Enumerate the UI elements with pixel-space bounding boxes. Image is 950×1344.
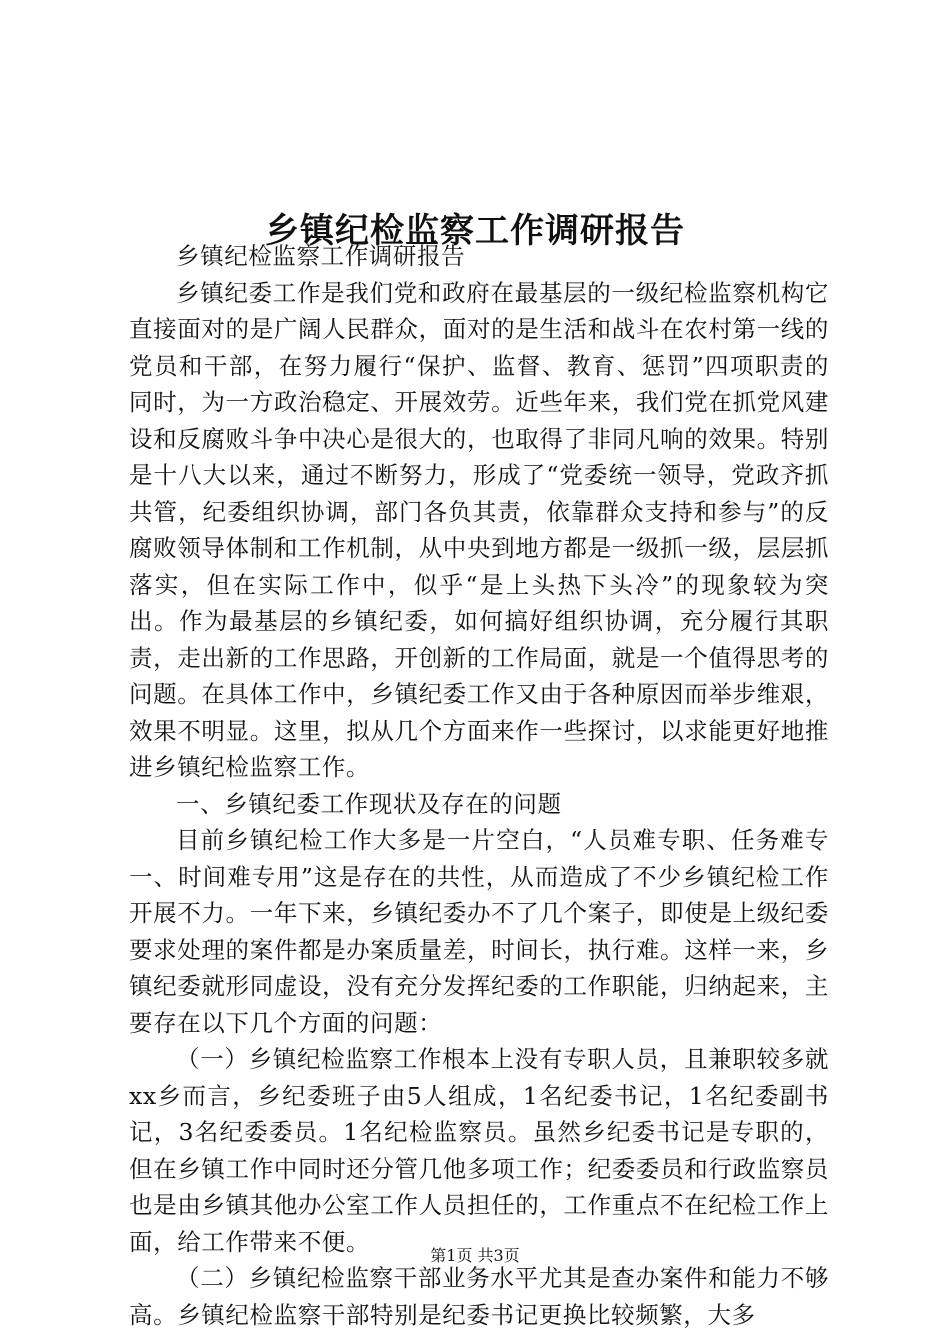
paragraph-issue-2: （二）乡镇纪检监察干部业务水平尤其是查办案件和能力不够高。乡镇纪检监察干部特别是纪委书记更换比较频繁，大多 [129, 1264, 829, 1329]
page-number: 第1页 共3页 [430, 1246, 520, 1265]
paragraph-intro: 乡镇纪委工作是我们党和政府在最基层的一级纪检监察机构它直接面对的是广阔人民群众，面对的是生活和战斗在农村第一线的党员和干部，在努力履行“保护、监督、教育、惩罚”四项职责的同时，为一方政治稳定、开展效劳。近些年来，我们党在抓党风建设和反腐败斗争中决心是很大的，也取得了非同凡响的效果。特别是十八大以来，通过不断努力，形成了“党委统一领导，党政齐抓共管，纪委组织协调，部门各负其责，依靠群众支持和参与”的反腐败领导体制和工作机制，从中央到地方都是一级抓一级，层层抓落实，但在实际工作中，似乎“是上头热下头冷”的现象较为突出。作为最基层的乡镇纪委，如何搞好组织协调，充分履行其职责，走出新的工作思路，开创新的工作局面，就是一个值得思考的问题。在具体工作中，乡镇纪委工作又由于各种原因而举步维艰，效果不明显。这里，拟从几个方面来作一些探讨，以求能更好地推进乡镇纪检监察工作。 [129, 278, 829, 781]
paragraph-status: 目前乡镇纪检工作大多是一片空白，“人员难专职、任务难专一、时间难专用”这是存在的共性，从而造成了不少乡镇纪检工作开展不力。一年下来，乡镇纪委办不了几个案子，即使是上级纪委要求处理的案件都是办案质量差，时间长，执行难。这样一来，乡镇纪委就形同虚设，没有充分发挥纪委的工作职能，归纳起来，主要存在以下几个方面的问题： [129, 826, 829, 1037]
document-body [129, 238, 829, 1333]
section-heading-1: 一、乡镇纪委工作现状及存在的问题 [176, 789, 562, 818]
document-title: 乡镇纪检监察工作调研报告 [265, 210, 685, 251]
paragraph-subtitle: 乡镇纪检监察工作调研报告 [176, 242, 466, 270]
paragraph-issue-1: （一）乡镇纪检监察工作根本上没有专职人员，且兼职较多就xx乡而言，乡纪委班子由5人组成，1名纪委书记，1名纪委副书记，3名纪委委员。1名纪检监察员。虽然乡纪委书记是专职的，但在乡镇工作中同时还分管几他多项工作；纪委委员和行政监察员也是由乡镇其他办公室工作人员担任的，工作重点不在纪检工作上面，给工作带来不便。 [129, 1045, 829, 1256]
